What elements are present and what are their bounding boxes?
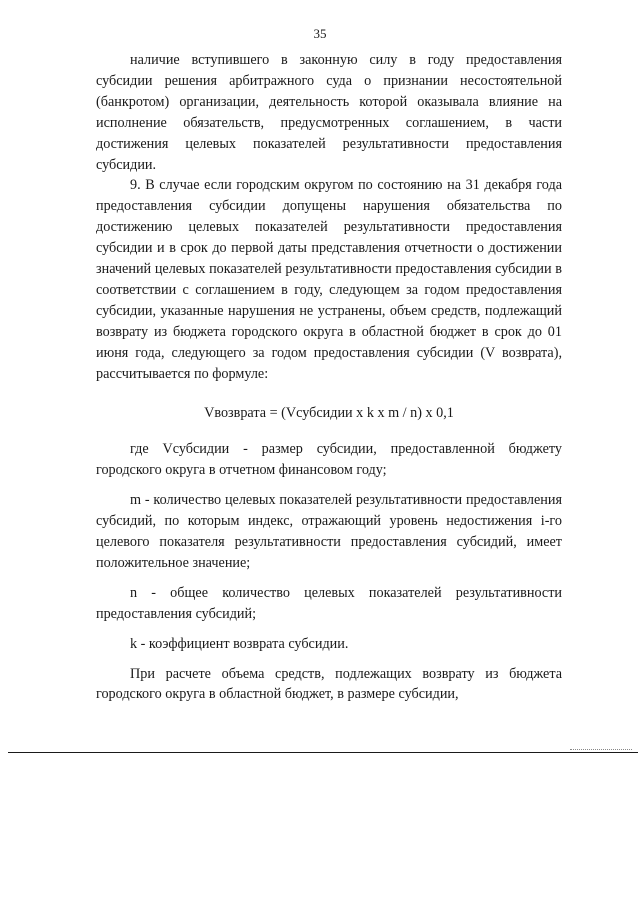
formula-return-amount: Vвозврата = (Vсубсидии x k x m / n) x 0,1	[204, 404, 454, 421]
paragraph-item-9: 9. В случае если городским округом по состоянию на 31 декабря года предоставления субсидии допущены нарушения обязательства по достижению целевых показателей результативности предоставления субсидии и в срок до первой даты представления отчетности о достижении значений целевых показателей результативности предоставления субсидии в соответствии с соглашением в году, следующем за годом предоставления субсидии, указанные нарушения не устранены, объем средств, подлежащий возврату из бюджета городского округа в областной бюджет в срок до 01 июня года, следующего за годом предоставления субсидии (V возврата), рассчитывается по формуле:	[96, 177, 562, 382]
paragraph-bankruptcy-condition: наличие вступившего в законную силу в году предоставления субсидии решения арбитражного суда о признании несостоятельной (банкротом) организации, деятельность которой оказывала влияние на исполнение обязательств, предусмотренных соглашением, в части достижения целевых показателей результативности предоставления субсидии.	[96, 52, 562, 173]
footer-divider-line	[8, 752, 638, 753]
paragraph-calculation-note: При расчете объема средств, подлежащих возврату из бюджета городского округа в областной бюджет, в размере субсидии,	[96, 665, 562, 703]
document-body	[96, 50, 562, 705]
footer-divider-dots	[570, 749, 632, 750]
definition-n: n - общее количество целевых показателей результативности предоставления субсидий;	[96, 584, 562, 622]
page-number: 35	[313, 26, 327, 41]
definition-v-subsidy: где Vсубсидии - размер субсидии, предоставленной бюджету городского округа в отчетном финансовом году;	[96, 441, 562, 479]
definition-m: m - количество целевых показателей результативности предоставления субсидий, по которым индекс, отражающий уровень недостижения i-го целевого показателя результативности предоставления субсидий, имеет положительное значение;	[96, 492, 562, 571]
definition-k: k - коэффициент возврата субсидии.	[130, 635, 349, 652]
